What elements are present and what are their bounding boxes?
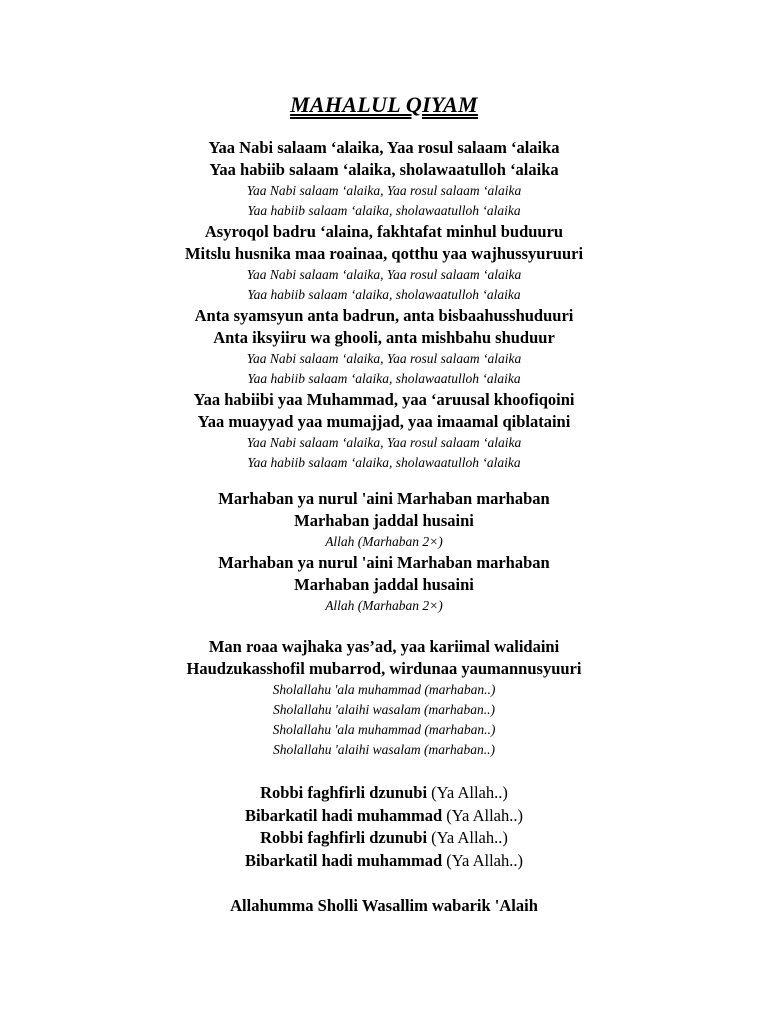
man-roaa-line: Man roaa wajhaka yas’ad, yaa kariimal walidaini [208, 637, 560, 656]
marhaban-refrain-line: Allah (Marhaban 2×) [325, 534, 443, 549]
verse-refrain-line: Yaa Nabi salaam ‘alaika, Yaa rosul salaam ‘alaika [246, 267, 522, 282]
page-title: MAHALUL QIYAM [290, 92, 478, 117]
marhaban-line: Marhaban jaddal husaini [294, 575, 474, 594]
marhaban-line: Marhaban ya nurul 'aini Marhaban marhaban [218, 553, 550, 572]
verse-refrain-line: Yaa habiib salaam ‘alaika, sholawaatulloh ‘alaika [247, 287, 521, 302]
robbi-line [0, 805, 768, 828]
man-roaa-refrain-line: Sholallahu 'alaihi wasalam (marhaban..) [272, 702, 496, 717]
robbi-line-main: Bibarkatil hadi muhammad [245, 850, 443, 870]
man-roaa-line: Haudzukasshofil mubarrod, wirdunaa yaumannusyuuri [186, 659, 582, 678]
verse-line: Mitslu husnika maa roainaa, qotthu yaa wajhussyuruuri [184, 244, 584, 263]
marhaban-section [0, 488, 768, 616]
robbi-line-response: (Ya Allah..) [442, 805, 523, 825]
verse-refrain-line: Yaa habiib salaam ‘alaika, sholawaatulloh ‘alaika [247, 203, 521, 218]
verse-line: Yaa habiib salaam ‘alaika, sholawaatulloh ‘alaika [209, 160, 559, 179]
verse-refrain-line: Yaa habiib salaam ‘alaika, sholawaatulloh ‘alaika [247, 371, 521, 386]
verse-line: Yaa habiibi yaa Muhammad, yaa ‘aruusal khoofiqoini [193, 390, 575, 409]
verse-refrain-line: Yaa Nabi salaam ‘alaika, Yaa rosul salaam ‘alaika [246, 351, 522, 366]
verse-line: Yaa Nabi salaam ‘alaika, Yaa rosul salaam ‘alaika [208, 138, 560, 157]
robbi-line-response: (Ya Allah..) [442, 850, 523, 870]
marhaban-refrain-line: Allah (Marhaban 2×) [325, 598, 443, 613]
verse-refrain-line: Yaa Nabi salaam ‘alaika, Yaa rosul salaam ‘alaika [246, 183, 522, 198]
verse-line: Anta iksyiiru wa ghooli, anta mishbahu shuduur [213, 328, 555, 347]
closing-section [0, 895, 768, 917]
marhaban-line: Marhaban jaddal husaini [294, 511, 474, 530]
verse-line: Asyroqol badru ‘alaina, fakhtafat minhul buduuru [204, 222, 564, 241]
robbi-line [0, 850, 768, 873]
marhaban-line: Marhaban ya nurul 'aini Marhaban marhaban [218, 489, 550, 508]
verses-section [0, 137, 768, 473]
man-roaa-refrain-line: Sholallahu 'ala muhammad (marhaban..) [272, 682, 496, 697]
man-roaa-refrain-line: Sholallahu 'alaihi wasalam (marhaban..) [272, 742, 496, 757]
man-roaa-refrain-line: Sholallahu 'ala muhammad (marhaban..) [272, 722, 496, 737]
man-roaa-section [0, 636, 768, 760]
verse-refrain-line: Yaa habiib salaam ‘alaika, sholawaatulloh ‘alaika [247, 455, 521, 470]
robbi-line-response: (Ya Allah..) [427, 783, 508, 802]
robbi-line-main: Robbi faghfirli dzunubi [260, 828, 428, 847]
robbi-section [0, 782, 768, 872]
verse-line: Anta syamsyun anta badrun, anta bisbaahusshuduuri [194, 306, 574, 325]
verse-line: Yaa muayyad yaa mumajjad, yaa imaamal qiblataini [197, 412, 571, 431]
robbi-line [0, 782, 768, 805]
robbi-line-main: Robbi faghfirli dzunubi [260, 783, 428, 802]
verse-refrain-line: Yaa Nabi salaam ‘alaika, Yaa rosul salaam ‘alaika [246, 435, 522, 450]
closing-line: Allahumma Sholli Wasallim wabarik 'Alaih [230, 896, 538, 915]
robbi-line [0, 827, 768, 850]
robbi-line-main: Bibarkatil hadi muhammad [245, 805, 443, 825]
robbi-line-response: (Ya Allah..) [427, 828, 508, 847]
